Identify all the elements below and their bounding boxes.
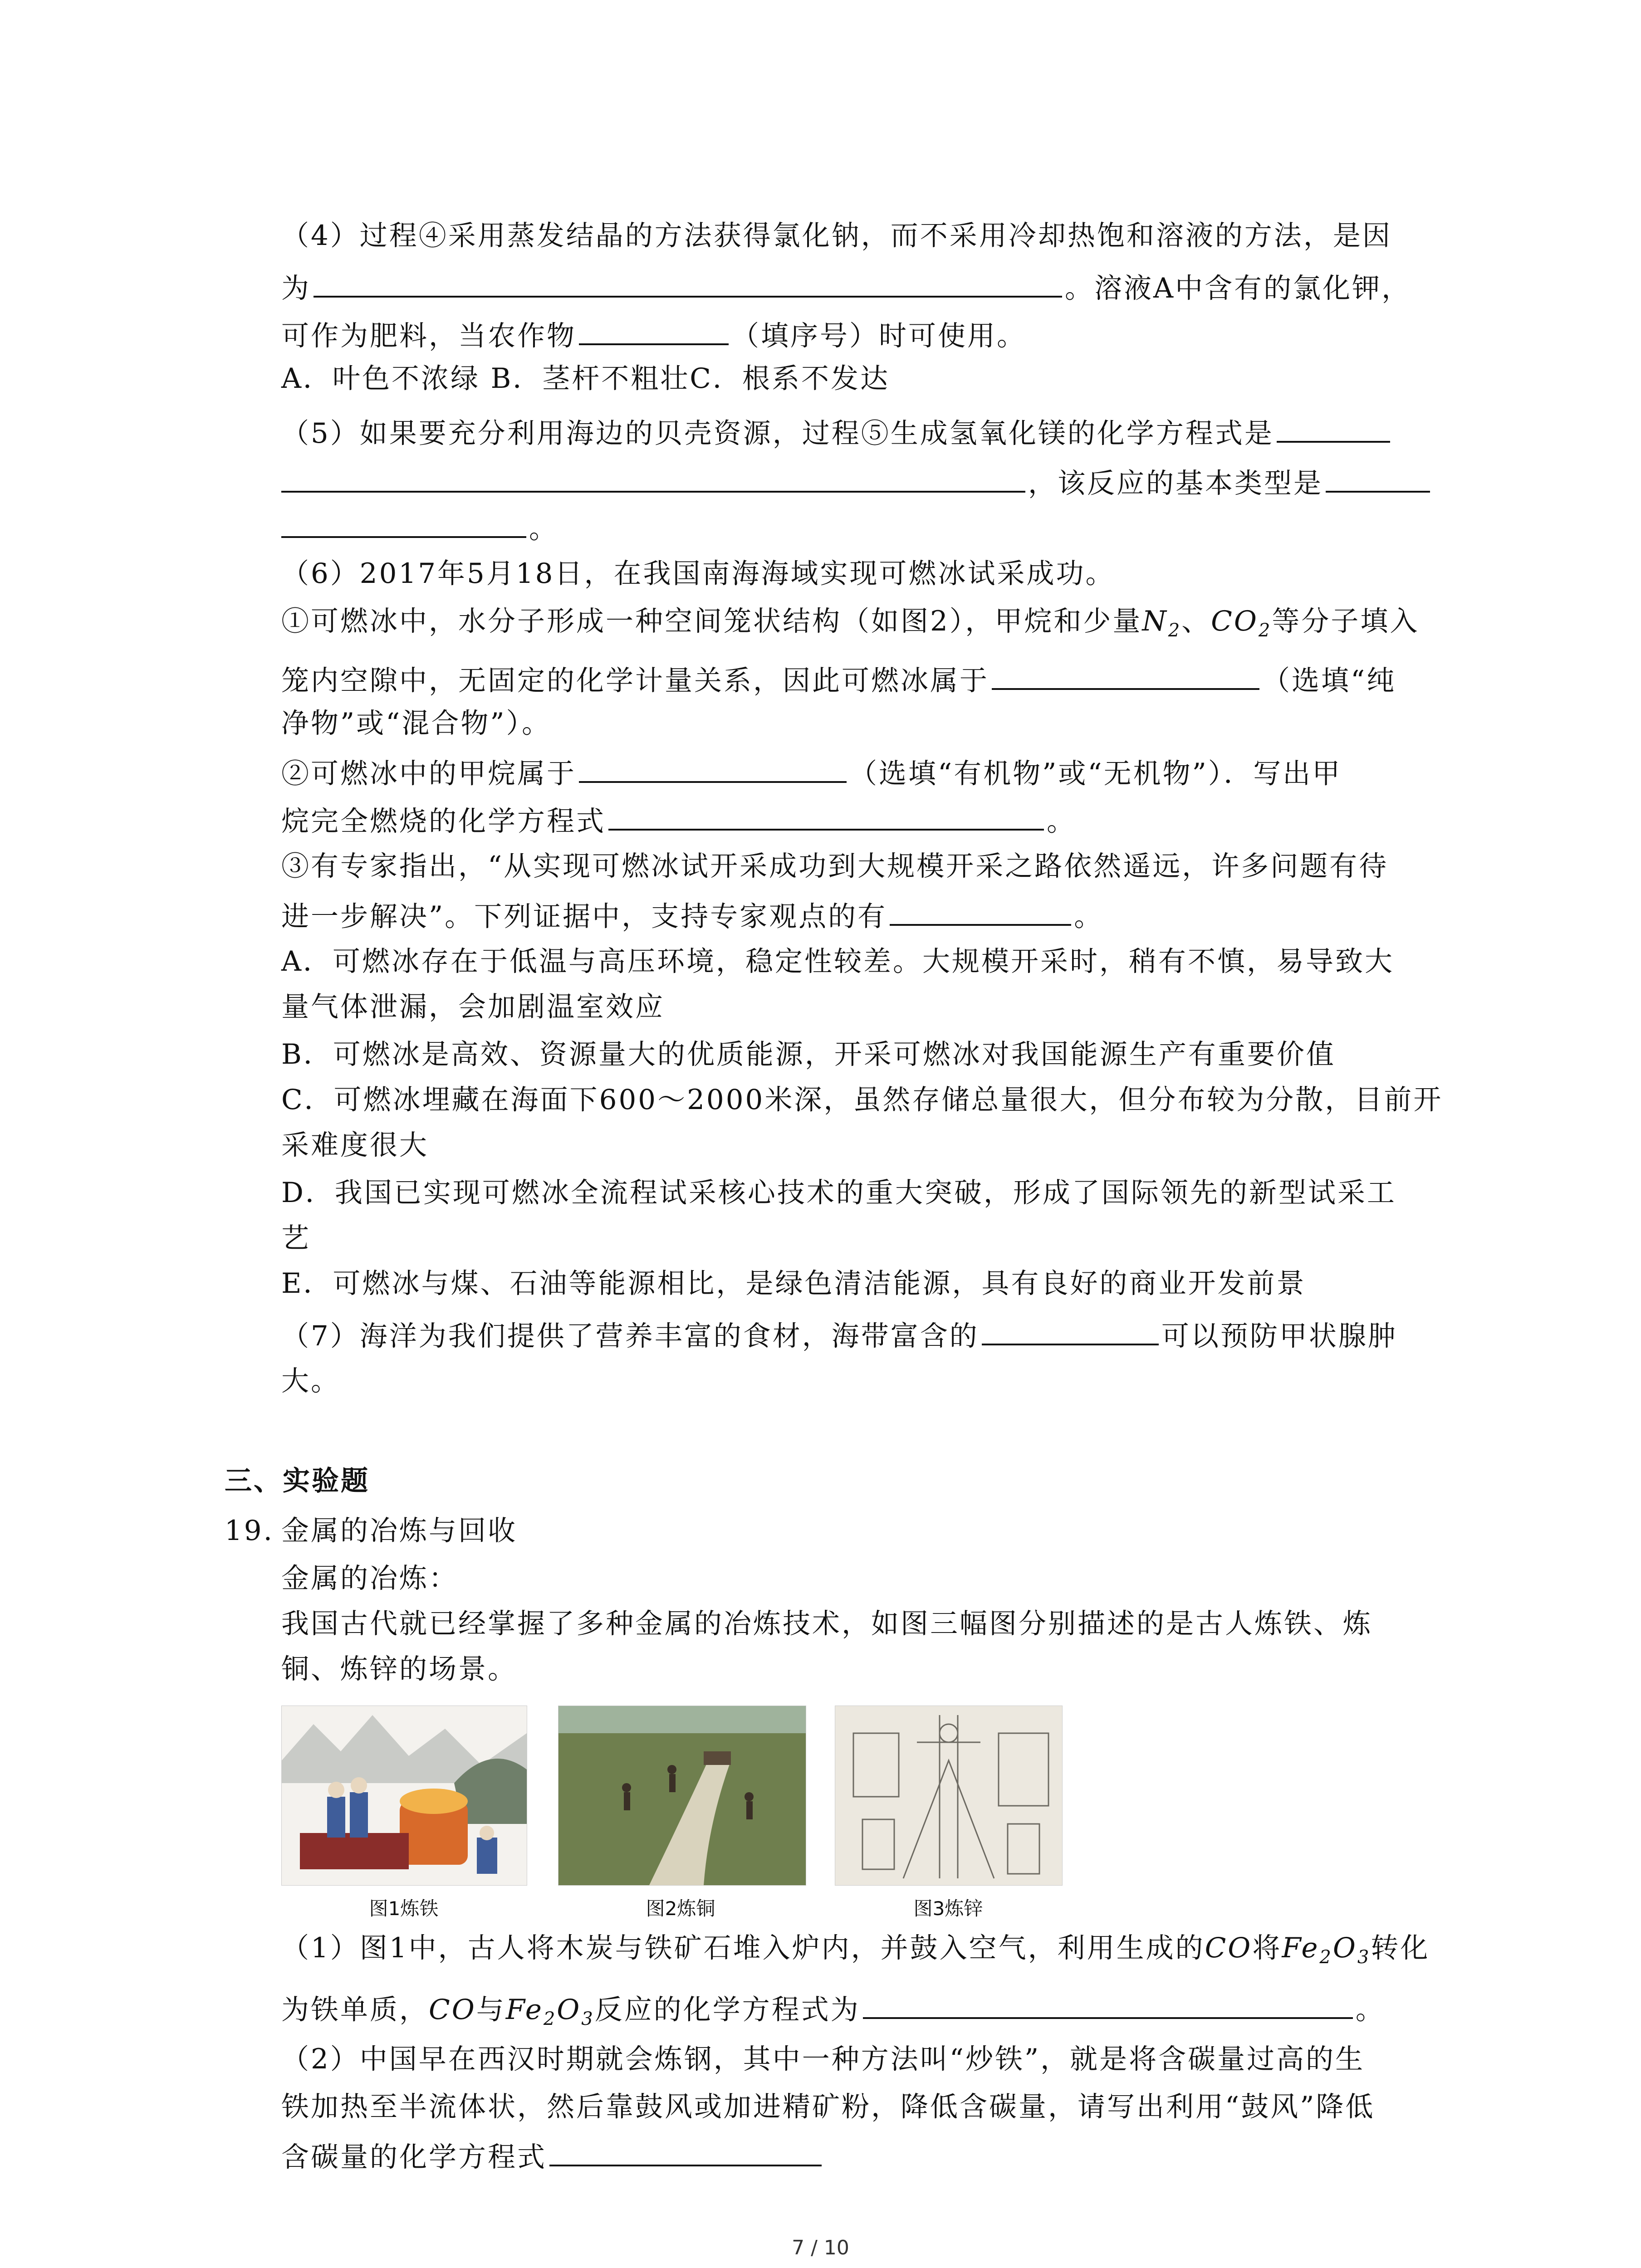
q19-s2-line3: 含碳量的化学方程式	[281, 2136, 1641, 2175]
q19-s2-line2: 铁加热至半流体状，然后靠鼓风或加进精矿粉，降低含碳量，请写出利用“鼓风”降低	[281, 2091, 1375, 2123]
answer-blank[interactable]	[992, 660, 1259, 690]
q6-option-d: D．我国已实现可燃冰全流程试采核心技术的重大突破，形成了国际领先的新型试采工	[281, 1177, 1396, 1209]
page-number: 7 / 10	[792, 2236, 849, 2259]
q6-option-a: A．可燃冰存在于低温与高压环境，稳定性较差。大规模开采时，稍有不慎，易导致大	[281, 945, 1395, 978]
q6-p2-line1: ②可燃冰中的甲烷属于 （选填“有机物”或“无机物”）．写出甲	[281, 753, 1641, 792]
figure-iron-smelting	[281, 1706, 527, 1886]
q5-line1: （5）如果要充分利用海边的贝壳资源，过程⑤生成氢氧化镁的化学方程式是	[281, 413, 1641, 452]
q4-line3: 可作为肥料，当农作物 （填序号）时可使用。	[281, 315, 1641, 354]
answer-blank[interactable]	[890, 896, 1071, 926]
section-heading: 三、实验题	[225, 1465, 370, 1497]
q6-option-a-cont: 量气体泄漏，会加剧温室效应	[281, 991, 665, 1023]
q6-option-d-cont: 艺	[281, 1222, 311, 1254]
q19-subtitle: 金属的冶炼：	[281, 1562, 459, 1594]
answer-blank[interactable]	[982, 1315, 1159, 1345]
q19-s1-line2: 为铁单质，CO与$Fe_2O_3$反应的化学方程式为 。	[281, 1989, 1641, 2037]
q4-line2: 为 。溶液A中含有的氯化钾，	[281, 268, 1641, 307]
q4-line1: （4）过程④采用蒸发结晶的方法获得氯化钠，而不采用冷却热饱和溶液的方法，是因	[281, 220, 1392, 252]
answer-blank[interactable]	[1277, 413, 1390, 443]
q19-intro2: 铜、炼锌的场景。	[281, 1653, 518, 1685]
q7-line2: 大。	[281, 1365, 341, 1397]
q5-line2: ，该反应的基本类型是	[281, 463, 1641, 502]
q4-options: A．叶色不浓绿 B．茎杆不粗壮C．根系不发达	[281, 362, 890, 395]
figure-caption: 图2炼铜	[646, 1897, 715, 1920]
q5-line3: 。	[281, 508, 1641, 547]
q6-p3-line2: 进一步解决”。下列证据中，支持专家观点的有 。	[281, 896, 1641, 935]
q6-option-c-cont: 采难度很大	[281, 1129, 429, 1161]
q6-p3-line1: ③有专家指出，“从实现可燃冰试开采成功到大规模开采之路依然遥远，许多问题有待	[281, 850, 1389, 882]
q6-option-c: C．可燃冰埋藏在海面下600～2000米深，虽然存储总量很大，但分布较为分散，目前开	[281, 1084, 1443, 1116]
answer-blank[interactable]	[281, 508, 526, 538]
q6-p1-line3: 净物”或“混合物”）。	[281, 707, 552, 739]
q19-s2-line1: （2）中国早在西汉时期就会炼钢，其中一种方法叫“炒铁”，就是将含碳量过高的生	[281, 2043, 1365, 2075]
answer-blank[interactable]	[579, 753, 847, 783]
figure-caption: 图1炼铁	[369, 1897, 439, 1920]
answer-blank[interactable]	[314, 268, 1062, 298]
answer-blank[interactable]	[281, 463, 1025, 493]
figure-copper-smelting	[558, 1706, 806, 1886]
q19-intro1: 我国古代就已经掌握了多种金属的冶炼技术，如图三幅图分别描述的是古人炼铁、炼	[281, 1608, 1373, 1640]
figure-caption: 图3炼锌	[913, 1897, 983, 1920]
q7-line1: （7）海洋为我们提供了营养丰富的食材，海带富含的 可以预防甲状腺肿	[281, 1315, 1641, 1354]
answer-blank[interactable]	[608, 801, 1044, 831]
q6-option-e: E．可燃冰与煤、石油等能源相比，是绿色清洁能源，具有良好的商业开发前景	[281, 1267, 1306, 1300]
answer-blank[interactable]	[863, 1989, 1353, 2019]
answer-blank[interactable]	[549, 2136, 822, 2166]
q6-p1-line1: ①可燃冰中，水分子形成一种空间笼状结构（如图2），甲烷和少量$N_2$、$CO_2$等分子填入	[281, 605, 1420, 641]
answer-blank[interactable]	[1326, 463, 1430, 493]
q6-p1-line2: 笼内空隙中，无固定的化学计量关系，因此可燃冰属于 （选填“纯	[281, 660, 1641, 699]
figure-zinc-smelting	[835, 1706, 1063, 1886]
q6-intro: （6）2017年5月18日，在我国南海海域实现可燃冰试采成功。	[281, 557, 1115, 590]
q6-option-b: B．可燃冰是高效、资源量大的优质能源，开采可燃冰对我国能源生产有重要价值	[281, 1038, 1336, 1070]
q6-p2-line2: 烷完全燃烧的化学方程式 。	[281, 801, 1641, 840]
q19-s1-line1: （1）图1中，古人将木炭与铁矿石堆入炉内，并鼓入空气，利用生成的CO将$Fe_2O_3$转化	[281, 1932, 1430, 1968]
answer-blank[interactable]	[579, 315, 729, 345]
q19-title: 19. 金属的冶炼与回收	[225, 1515, 518, 1547]
